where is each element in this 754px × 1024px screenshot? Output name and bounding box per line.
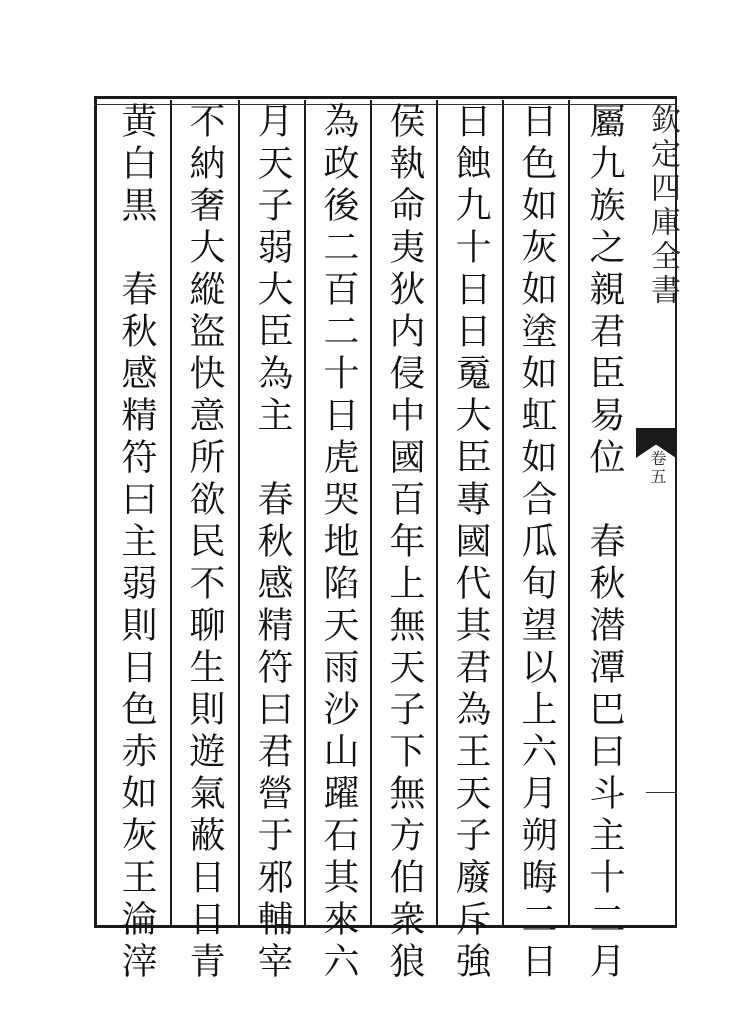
text-column-3: 日蝕九十日日䰟大臣專國代其君為王天子廢斥強: [450, 102, 491, 984]
book-title: 欽定四庫全書: [645, 104, 680, 308]
column-divider: [370, 100, 372, 926]
text-column-4: 侯執命夷狄内侵中國百年上無天子下無方伯衆狼: [384, 102, 425, 984]
text-column-6: 月天子弱大臣為主 春秋感精符曰君營于邪輔宰: [252, 102, 293, 984]
column-divider: [238, 100, 240, 926]
volume-number: 卷五: [648, 450, 667, 486]
fore-edge-margin: [636, 98, 680, 926]
margin-tick-line: [646, 792, 676, 793]
text-column-1: 屬九族之親君臣易位 春秋潜潭巴曰斗主十二月: [584, 102, 625, 984]
text-column-8: 黄白黒 春秋感精符曰主弱則日色赤如灰王淪滓: [116, 102, 157, 984]
text-column-7: 不納奢大縱盜快意所欲民不聊生則遊氣蔽日日青: [184, 102, 225, 984]
text-column-2: 日色如灰如塗如虹如合瓜旬望以上六月朔晦二日: [516, 102, 557, 984]
column-divider: [502, 100, 504, 926]
column-divider: [436, 100, 438, 926]
text-column-5: 為政後二百二十日虎哭地陷天雨沙山躍石其來六: [318, 102, 359, 984]
column-divider: [304, 100, 306, 926]
column-divider: [568, 100, 570, 926]
column-divider: [170, 100, 172, 926]
